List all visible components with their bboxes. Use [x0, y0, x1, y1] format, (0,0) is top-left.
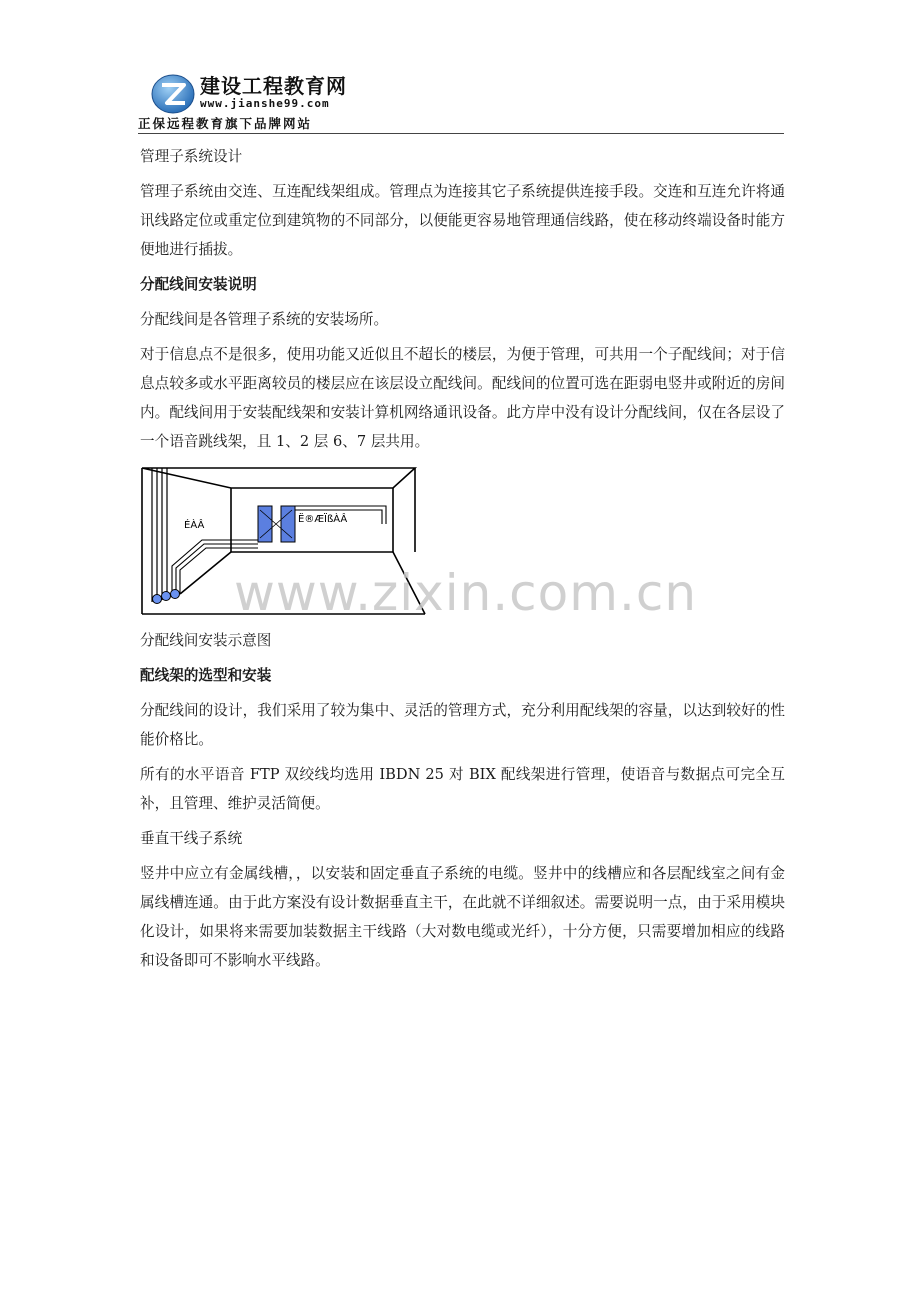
figure-caption: 分配线间安装示意图: [140, 632, 272, 649]
brand-slogan: 正保远程教育旗下品牌网站: [138, 116, 313, 131]
paragraph-backbone: 竖井中应立有金属线槽，，以安装和固定垂直子系统的电缆。竖井中的线槽应和各层配线室之间有金属线槽连通。由于此方案没有设计数据垂直主干，在此就不详细叙述。需要说明一点，由于采用模块化设计，如果将来需要加装数据主干线路（大对数电缆或光纤），十分方便，只需要增加相应的线路和设备即可不影响水平线路。: [140, 865, 785, 969]
voice-rack-left: [258, 506, 272, 542]
document-body: [140, 142, 785, 981]
ceiling-line: [142, 468, 415, 488]
header-divider: [138, 133, 784, 134]
voice-rack-right: [281, 506, 295, 542]
paragraph-management: 管理子系统由交连、互连配线架组成。管理点为连接其它子系统提供连接手段。交连和互连允许将通讯线路定位或重定位到建筑物的不同部分，以便能更容易地管理通信线路，使在移动终端设备时能方便地进行插拔。: [140, 183, 785, 258]
brand-name: 建设工程教育网: [200, 74, 347, 98]
diagram-label-right: Ë®ÆÏßÀÂ: [298, 514, 348, 525]
diagram-label-left: ÉÀÂ: [184, 520, 205, 531]
paragraph-rack-design: 分配线间的设计，我们采用了较为集中、灵活的管理方式，充分利用配线架的容量，以达到较好的性能价格比。: [140, 702, 785, 748]
section-title-management: 管理子系统设计: [140, 148, 243, 165]
site-header: [138, 66, 784, 134]
install-diagram: [140, 462, 785, 620]
watermark-text: www.zixin.com.cn: [234, 564, 698, 622]
paragraph-rack-ftp: 所有的水平语音 FTP 双绞线均选用 IBDN 25 对 BIX 配线架进行管理，使语音与数据点可完全互补，且管理、维护灵活简便。: [140, 766, 785, 812]
brand-url[interactable]: www.jianshe99.com: [200, 97, 330, 110]
paragraph-install-intro: 分配线间是各管理子系统的安装场所。: [140, 311, 389, 328]
heading-install: 分配线间安装说明: [140, 276, 257, 293]
section-title-backbone: 垂直干线子系统: [140, 830, 243, 847]
heading-rack-selection: 配线架的选型和安装: [140, 667, 272, 684]
paragraph-install-detail: 对于信息点不是很多，使用功能又近似且不超长的楼层，为便于管理，可共用一个子配线间；对于信息点较多或水平距离较员的楼层应在该层设立配线间。配线间的位置可选在距弱电竖井或附近的房间内。配线间用于安装配线架和安装计算机网络通讯设备。此方岸中没有设计分配线间，仅在各层设了一个语音跳线架，且 1、2 层 6、7 层共用。: [140, 346, 785, 450]
logo-icon: [150, 72, 196, 116]
